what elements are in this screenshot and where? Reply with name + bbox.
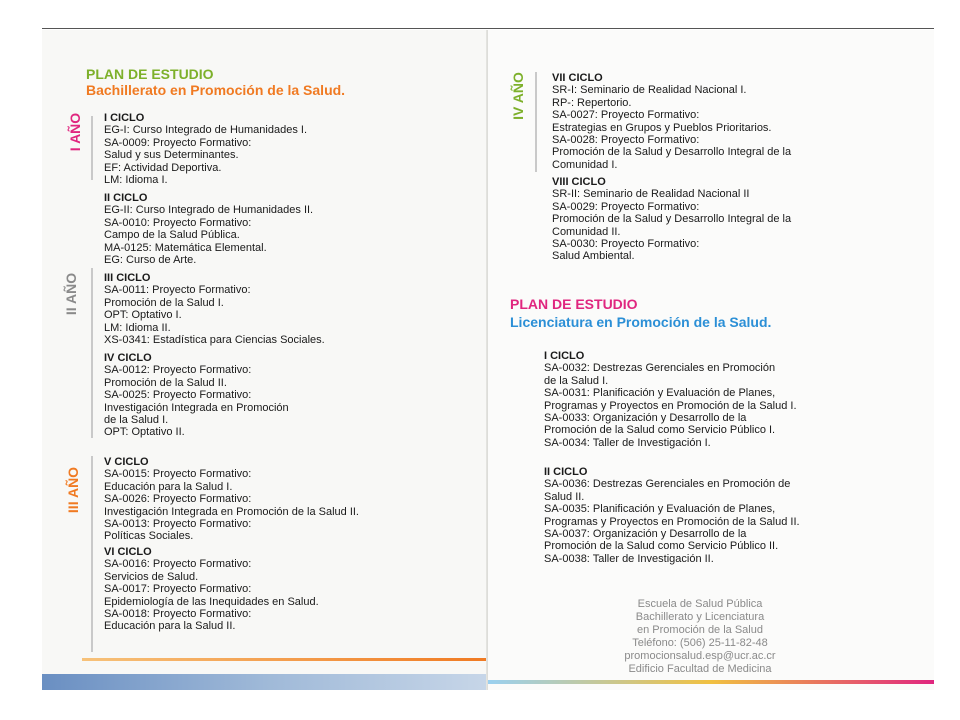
right-panel <box>488 30 934 690</box>
cycle-block <box>104 456 359 543</box>
course-line: SA-0032: Destrezas Gerenciales en Promoción <box>544 362 776 375</box>
lic-cycle-block <box>544 466 800 565</box>
footer-line: Bachillerato y Licenciatura <box>635 611 765 623</box>
cycle-heading: V CICLO <box>104 456 149 468</box>
footer-phone: Teléfono: (506) 25-11-82-48 <box>632 637 768 649</box>
cycle-heading: VII CICLO <box>552 72 603 84</box>
course-line: SA-0009: Proyecto Formativo: <box>104 136 252 149</box>
course-line: EF: Actividad Deportiva. <box>104 161 222 174</box>
course-line: Promoción de la Salud como Servicio Público II. <box>544 540 779 553</box>
course-line: SA-0034: Taller de Investigación I. <box>544 436 711 449</box>
course-line: Salud Ambiental. <box>552 250 635 263</box>
course-line: Servicios de Salud. <box>104 570 199 583</box>
lic-cycle-block <box>544 350 797 449</box>
course-line: Campo de la Salud Pública. <box>104 229 240 242</box>
course-line: Investigación Integrada en Promoción <box>104 401 289 414</box>
course-line: SA-0016: Proyecto Formativo: <box>104 558 252 571</box>
course-line: Educación para la Salud II. <box>104 620 236 633</box>
left-panel <box>42 30 488 690</box>
year-divider-4 <box>535 72 537 172</box>
year-divider-1 <box>91 116 93 180</box>
course-line: SA-0013: Proyecto Formativo: <box>104 518 252 531</box>
footer-stripe-orange <box>82 658 488 661</box>
footer-line: en Promoción de la Salud <box>637 624 763 636</box>
course-line: SA-0036: Destrezas Gerenciales en Promoción de <box>544 478 791 491</box>
course-line: EG: Curso de Arte. <box>104 254 197 267</box>
course-line: OPT: Optativo II. <box>104 426 185 439</box>
course-line: SA-0015: Proyecto Formativo: <box>104 468 252 481</box>
course-line: SR-II: Seminario de Realidad Nacional II <box>552 188 750 201</box>
cycle-block <box>104 352 289 439</box>
cycle-block <box>552 72 791 171</box>
course-line: SA-0012: Proyecto Formativo: <box>104 364 252 377</box>
footer-stripe-blue <box>42 674 488 690</box>
course-line: SA-0025: Proyecto Formativo: <box>104 389 252 402</box>
course-line: Educación para la Salud I. <box>104 480 233 493</box>
cycle-heading: IV CICLO <box>104 352 152 364</box>
course-line: Salud y sus Determinantes. <box>104 149 239 162</box>
footer-email: promocionsalud.esp@ucr.ac.cr <box>624 650 776 662</box>
course-line: SA-0017: Proyecto Formativo: <box>104 583 252 596</box>
footer-stripe-color <box>488 680 934 684</box>
course-line: SA-0030: Proyecto Formativo: <box>552 238 700 251</box>
contact-footer <box>570 598 830 676</box>
cycle-block <box>104 192 313 266</box>
year-label-4: IV AÑO <box>509 72 526 120</box>
course-line: EG-I: Curso Integrado de Humanidades I. <box>104 124 307 137</box>
course-line: LM: Idioma I. <box>104 174 168 187</box>
course-line: Promoción de la Salud II. <box>104 376 227 389</box>
cycle-heading: III CICLO <box>104 272 151 284</box>
cycle-heading: VI CICLO <box>104 546 152 558</box>
course-line: Promoción de la Salud y Desarrollo Integral de la <box>552 146 792 159</box>
bachillerato-subtitle: Bachillerato en Promoción de la Salud. <box>86 82 346 98</box>
year-label-1: I AÑO <box>67 112 84 152</box>
course-line: Programas y Proyectos en Promoción de la Salud II. <box>544 515 800 528</box>
course-line: SA-0011: Proyecto Formativo: <box>104 284 251 297</box>
course-line: SA-0026: Proyecto Formativo: <box>104 493 252 506</box>
year-divider-2 <box>91 268 93 438</box>
course-line: XS-0341: Estadística para Ciencias Sociales. <box>104 334 325 347</box>
year-divider-3 <box>91 456 93 652</box>
course-line: Investigación Integrada en Promoción de la Salud II. <box>104 505 359 518</box>
course-line: Promoción de la Salud I. <box>104 296 224 309</box>
course-line: Estrategias en Grupos y Pueblos Prioritarios. <box>552 121 772 134</box>
course-line: Promoción de la Salud como Servicio Público I. <box>544 424 776 437</box>
course-line: SA-0010: Proyecto Formativo: <box>104 216 252 229</box>
course-line: Políticas Sociales. <box>104 530 194 543</box>
course-line: Comunidad II. <box>552 225 621 238</box>
course-line: EG-II: Curso Integrado de Humanidades II. <box>104 204 314 217</box>
bachillerato-title: PLAN DE ESTUDIO <box>86 66 214 82</box>
cycle-block <box>552 176 791 263</box>
cycle-heading: VIII CICLO <box>552 176 606 188</box>
cycle-heading: II CICLO <box>544 466 588 478</box>
course-line: RP-: Repertorio. <box>552 96 632 109</box>
cycle-block <box>104 272 325 346</box>
year-label-2: II AÑO <box>63 272 80 316</box>
course-line: Programas y Proyectos en Promoción de la Salud I. <box>544 399 797 412</box>
course-line: OPT: Optativo I. <box>104 309 182 322</box>
course-line: SA-0029: Proyecto Formativo: <box>552 200 700 213</box>
course-line: Promoción de la Salud y Desarrollo Integral de la <box>552 213 792 226</box>
course-line: SA-0038: Taller de Investigación II. <box>544 552 714 565</box>
top-rule <box>42 28 934 29</box>
cycle-block <box>104 546 319 633</box>
licenciatura-title: PLAN DE ESTUDIO <box>510 296 638 312</box>
course-line: SA-0031: Planificación y Evaluación de Planes, <box>544 387 776 400</box>
course-line: SA-0037: Organización y Desarrollo de la <box>544 528 747 541</box>
cycle-heading: I CICLO <box>544 350 585 362</box>
course-line: LM: Idioma II. <box>104 321 171 334</box>
footer-line: Escuela de Salud Pública <box>637 598 763 610</box>
course-line: SA-0035: Planificación y Evaluación de Planes, <box>544 503 776 516</box>
course-line: Salud II. <box>544 490 585 503</box>
cycle-block <box>104 112 307 186</box>
course-line: Comunidad I. <box>552 158 618 171</box>
licenciatura-subtitle: Licenciatura en Promoción de la Salud. <box>510 314 772 330</box>
cycle-heading: II CICLO <box>104 192 148 204</box>
course-line: de la Salud I. <box>104 414 169 427</box>
course-line: SA-0027: Proyecto Formativo: <box>552 109 700 122</box>
course-line: de la Salud I. <box>544 374 609 387</box>
year-label-3: III AÑO <box>65 466 82 514</box>
course-line: SA-0033: Organización y Desarrollo de la <box>544 412 747 425</box>
course-line: MA-0125: Matemática Elemental. <box>104 241 267 254</box>
cycle-heading: I CICLO <box>104 112 145 124</box>
course-line: Epidemiología de las Inequidades en Salud. <box>104 595 319 608</box>
footer-line: Edificio Facultad de Medicina <box>628 663 772 675</box>
course-line: SR-I: Seminario de Realidad Nacional I. <box>552 84 747 97</box>
course-line: SA-0018: Proyecto Formativo: <box>104 608 252 621</box>
course-line: SA-0028: Proyecto Formativo: <box>552 134 700 147</box>
